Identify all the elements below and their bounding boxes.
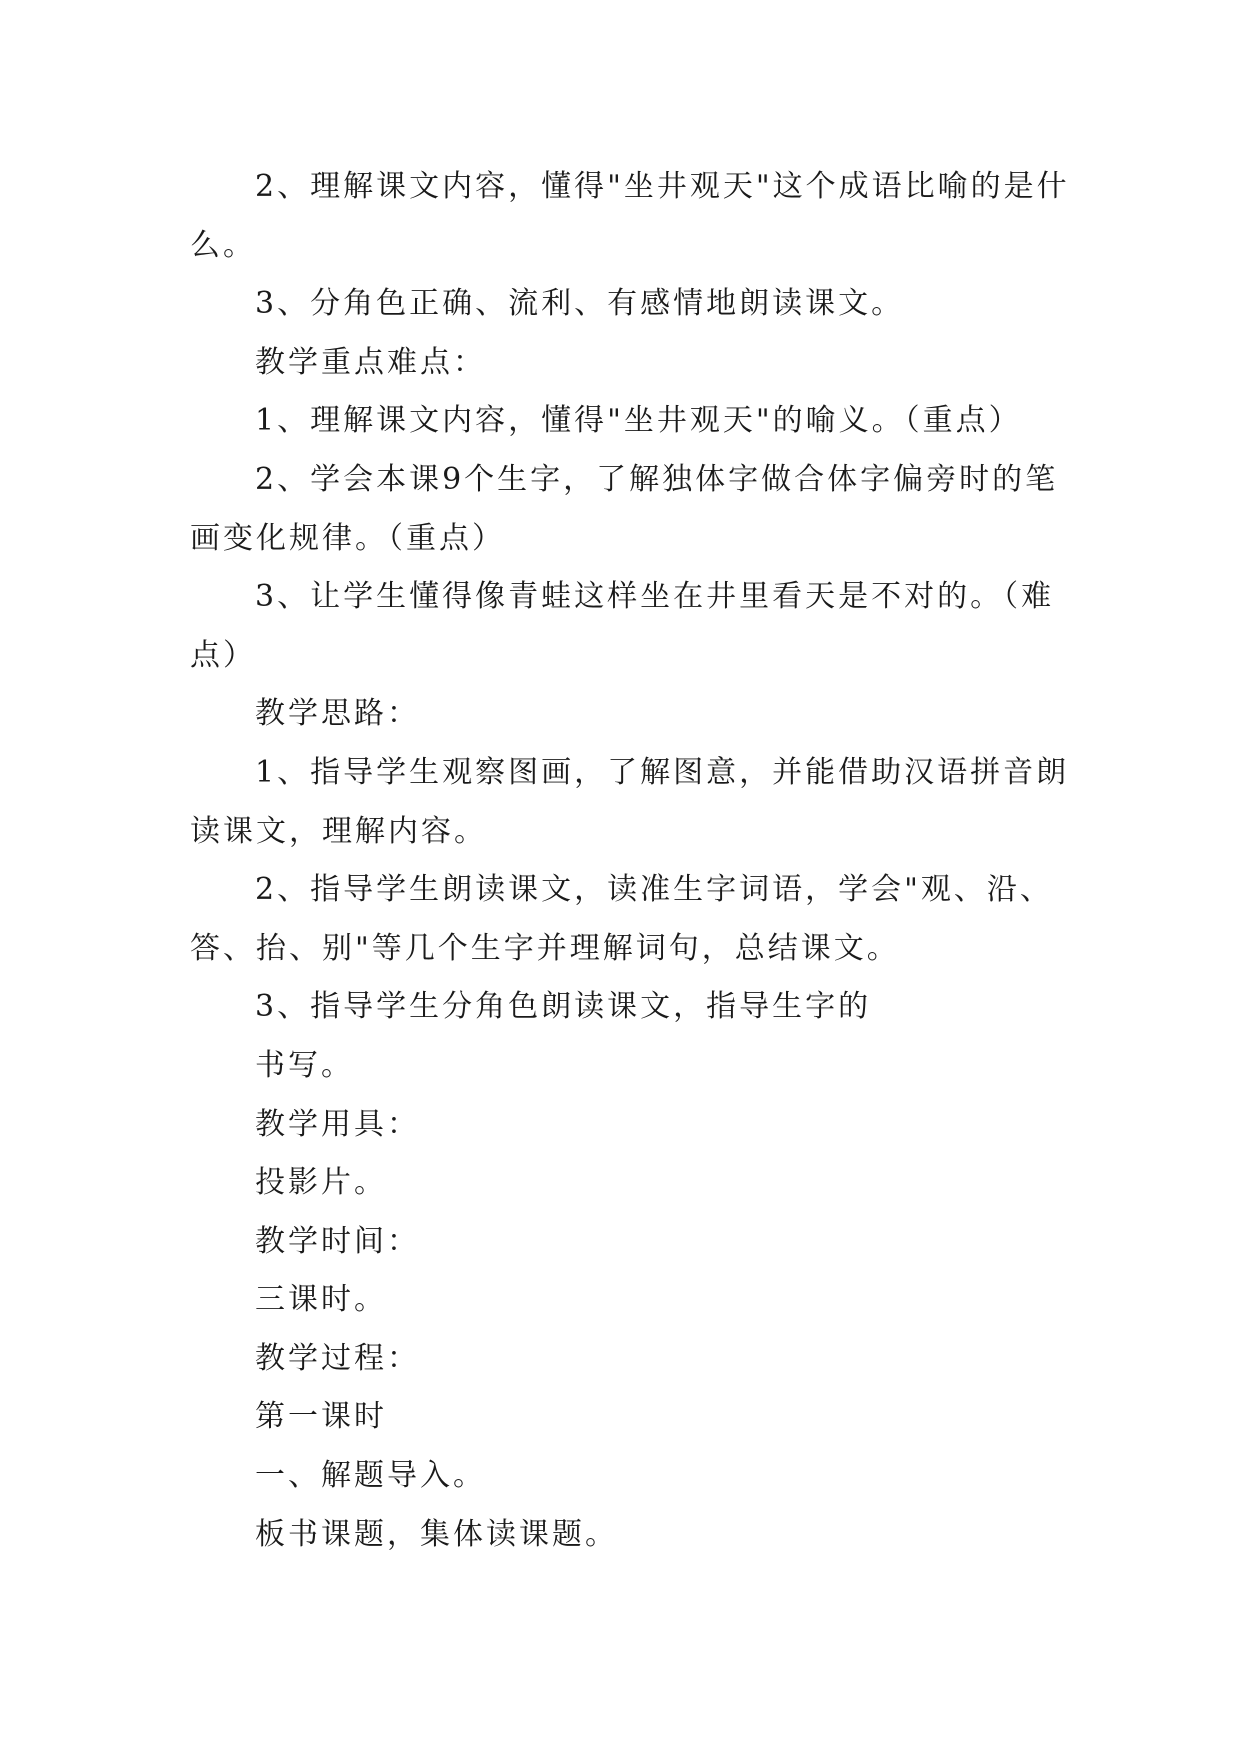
approach-2: 2、指导学生朗读课文，读准生字词语，学会"观、沿、答、抬、别"等几个生字并理解词句，总结课文。 xyxy=(190,872,1053,966)
key-point-2: 2、学会本课9个生字，了解独体字做合体字偏旁时的笔画变化规律。（重点） xyxy=(190,461,1059,556)
section-one-heading: 一、解题导入。 xyxy=(255,1458,486,1494)
section-one-text: 板书课题，集体读课题。 xyxy=(255,1516,618,1552)
document-body xyxy=(190,158,1070,1564)
heading-teaching-tools: 教学用具： xyxy=(255,1106,420,1142)
teaching-time: 三课时。 xyxy=(255,1282,387,1318)
teaching-tools: 投影片。 xyxy=(255,1165,387,1201)
key-point-1: 1、理解课文内容，懂得"坐井观天"的喻义。（重点） xyxy=(255,403,1022,439)
objective-2: 2、理解课文内容，懂得"坐井观天"这个成语比喻的是什么。 xyxy=(190,169,1070,263)
key-point-3: 3、让学生懂得像青蛙这样坐在井里看天是不对的。（难点） xyxy=(190,579,1055,673)
approach-3: 3、指导学生分角色朗读课文，指导生字的 xyxy=(255,989,872,1025)
heading-teaching-time: 教学时间： xyxy=(255,1223,420,1259)
objective-3: 3、分角色正确、流利、有感情地朗读课文。 xyxy=(255,286,905,322)
approach-1: 1、指导学生观察图画，了解图意，并能借助汉语拼音朗读课文，理解内容。 xyxy=(190,754,1070,849)
lesson-one-heading: 第一课时 xyxy=(255,1399,387,1435)
approach-3-continued: 书写。 xyxy=(255,1047,354,1083)
heading-teaching-process: 教学过程： xyxy=(255,1340,420,1376)
heading-teaching-approach: 教学思路： xyxy=(255,696,420,732)
heading-key-difficult-points: 教学重点难点： xyxy=(255,344,486,380)
